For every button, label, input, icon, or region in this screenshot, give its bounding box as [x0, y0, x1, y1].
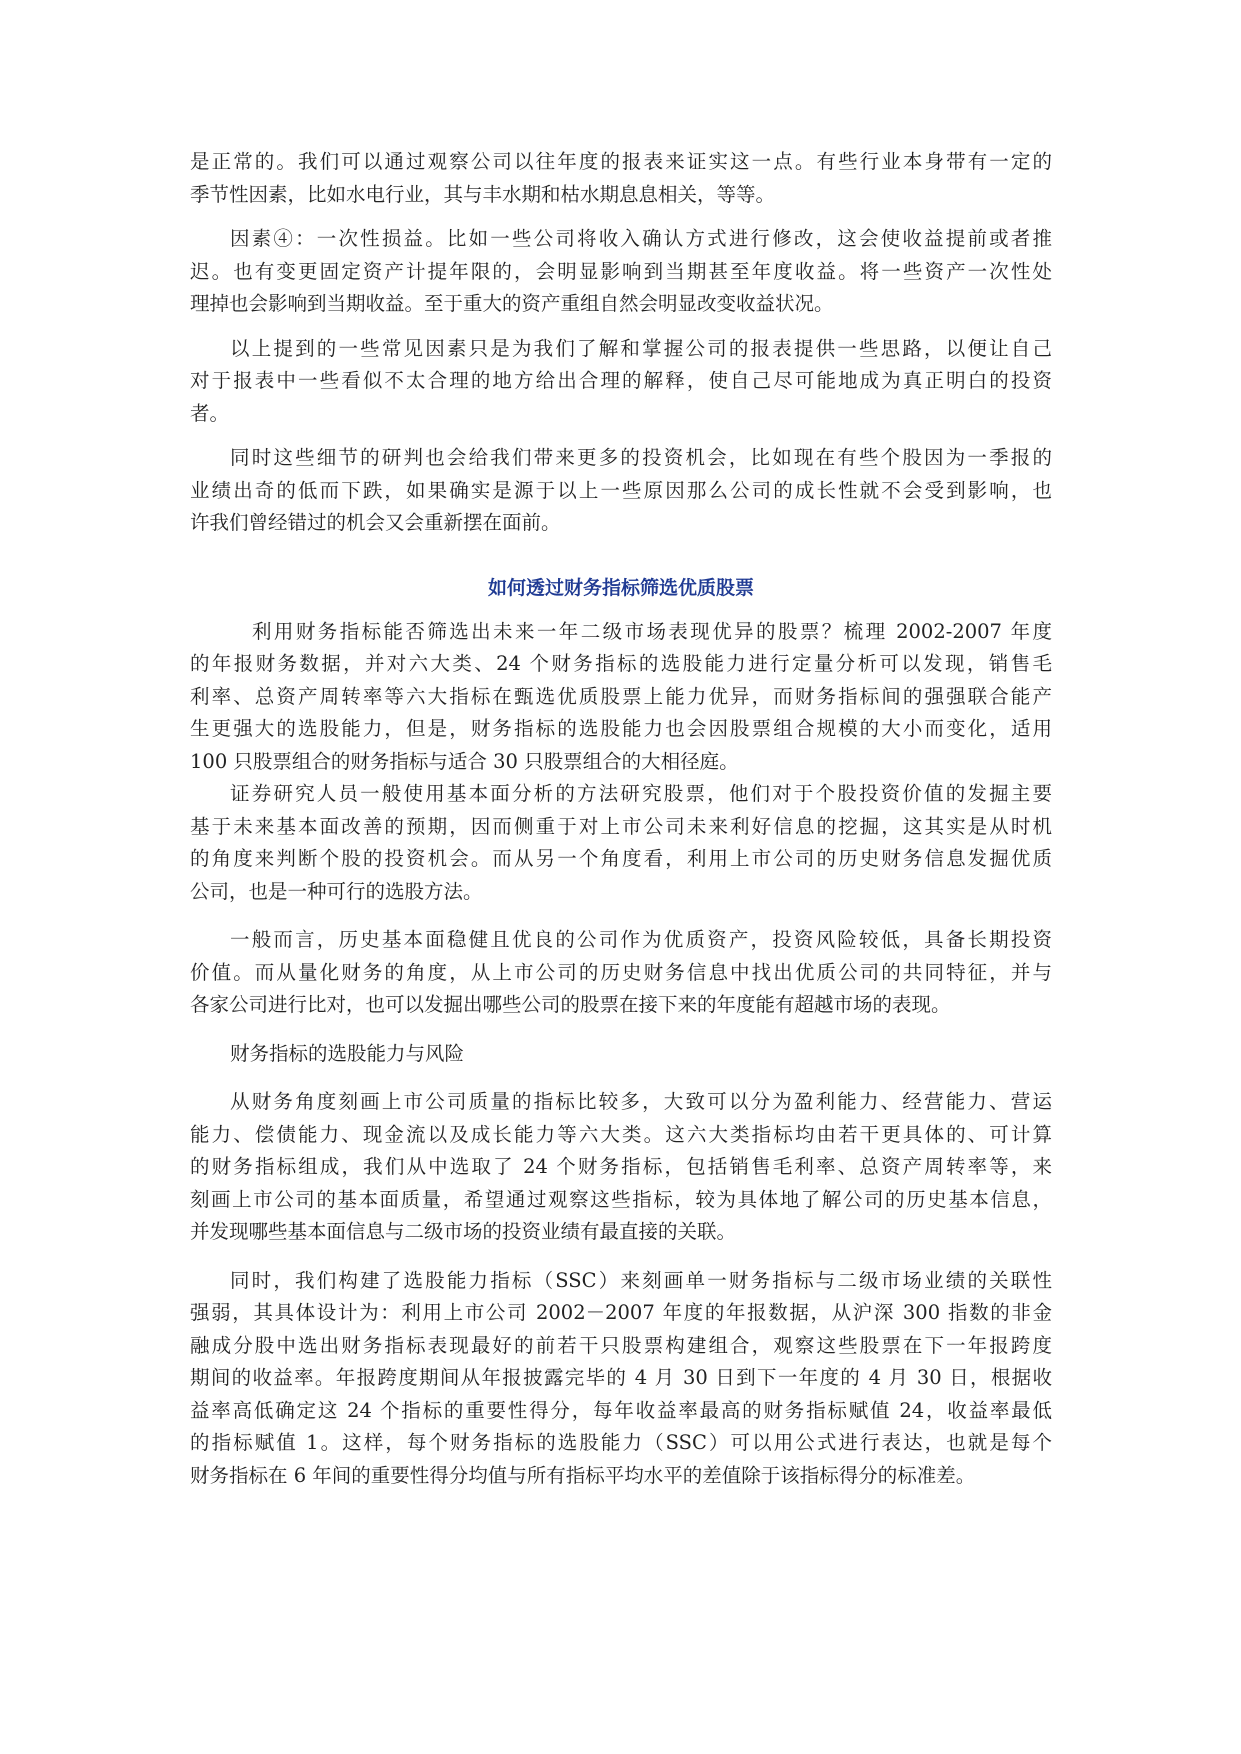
paragraph — [190, 333, 1052, 431]
text-line: 能力、偿债能力、现金流以及成长能力等六大类。这六大类指标均由若干更具体的、可计算 — [190, 1122, 1052, 1146]
subsection-title: 财务指标的选股能力与风险 — [230, 1041, 465, 1065]
text-line: 利用财务指标能否筛选出未来一年二级市场表现优异的股票？梳理 2002-2007 年度 — [252, 619, 1052, 643]
text-line: 一般而言，历史基本面稳健且优良的公司作为优质资产，投资风险较低，具备长期投资 — [230, 928, 1052, 951]
section-title: 如何透过财务指标筛选优质股票 — [487, 576, 754, 599]
text-line: 因素④：一次性损益。比如一些公司将收入确认方式进行修改，这会使收益提前或者推 — [230, 227, 1052, 250]
text-line: 是正常的。我们可以通过观察公司以往年度的报表来证实这一点。有些行业本身带有一定的 — [190, 150, 1052, 173]
text-line: 强弱，其具体设计为：利用上市公司 2002－2007 年度的年报数据，从沪深 300 指数的非金 — [190, 1301, 1052, 1324]
text-line: 理掉也会影响到当期收益。至于重大的资产重组自然会明显改变收益状况。 — [190, 292, 834, 315]
paragraph — [190, 924, 1052, 1022]
text-line: 益率高低确定这 24 个指标的重要性得分，每年收益率最高的财务指标赋值 24，收益率最低 — [190, 1398, 1052, 1422]
text-line: 100 只股票组合的财务指标与适合 30 只股票组合的大相径庭。 — [190, 749, 739, 773]
paragraph — [190, 616, 1052, 779]
paragraph — [190, 442, 1052, 540]
text-line: 许我们曾经错过的机会又会重新摆在面前。 — [190, 511, 561, 534]
paragraph — [190, 1265, 1052, 1493]
text-line: 期间的收益率。年报跨度期间从年报披露完毕的 4 月 30 日到下一年度的 4 月 30 日，根据收 — [190, 1366, 1052, 1389]
text-line: 迟。也有变更固定资产计提年限的，会明显影响到当期甚至年度收益。将一些资产一次性处 — [190, 259, 1052, 283]
text-line: 从财务角度刻画上市公司质量的指标比较多，大致可以分为盈利能力、经营能力、营运 — [230, 1090, 1052, 1113]
paragraph — [190, 146, 1052, 211]
text-line: 的角度来判断个股的投资机会。而从另一个角度看，利用上市公司的历史财务信息发掘优质 — [190, 847, 1052, 870]
text-line: 价值。而从量化财务的角度，从上市公司的历史财务信息中找出优质公司的共同特征，并与 — [190, 960, 1052, 984]
text-line: 证券研究人员一般使用基本面分析的方法研究股票，他们对于个股投资价值的发掘主要 — [230, 782, 1052, 805]
text-line: 并发现哪些基本面信息与二级市场的投资业绩有最直接的关联。 — [190, 1220, 737, 1243]
text-line: 各家公司进行比对，也可以发掘出哪些公司的股票在接下来的年度能有超越市场的表现。 — [190, 993, 951, 1016]
text-line: 财务指标在 6 年间的重要性得分均值与所有指标平均水平的差值除于该指标得分的标准差。 — [190, 1463, 976, 1487]
text-line: 以上提到的一些常见因素只是为我们了解和掌握公司的报表提供一些思路，以便让自己 — [230, 336, 1052, 360]
text-line: 生更强大的选股能力，但是，财务指标的选股能力也会因股票组合规模的大小而变化，适用 — [190, 717, 1052, 740]
text-line: 同时这些细节的研判也会给我们带来更多的投资机会，比如现在有些个股因为一季报的 — [230, 446, 1052, 469]
text-line: 融成分股中选出财务指标表现最好的前若干只股票构建组合，观察这些股票在下一年报跨度 — [190, 1333, 1052, 1357]
text-line: 同时，我们构建了选股能力指标（SSC）来刻画单一财务指标与二级市场业绩的关联性 — [230, 1268, 1052, 1292]
text-line: 季节性因素，比如水电行业，其与丰水期和枯水期息息相关，等等。 — [190, 182, 776, 206]
paragraph — [190, 1086, 1052, 1249]
text-line: 的财务指标组成，我们从中选取了 24 个财务指标，包括销售毛利率、总资产周转率等，来 — [190, 1155, 1052, 1178]
text-line: 者。 — [190, 401, 230, 425]
text-line: 公司，也是一种可行的选股方法。 — [190, 879, 483, 903]
paragraph — [190, 1038, 1052, 1071]
text-line: 利率、总资产周转率等六大指标在甄选优质股票上能力优异，而财务指标间的强强联合能产 — [190, 684, 1052, 708]
text-line: 刻画上市公司的基本面质量，希望通过观察这些指标，较为具体地了解公司的历史基本信息， — [190, 1187, 1052, 1211]
text-line: 基于未来基本面改善的预期，因而侧重于对上市公司未来利好信息的挖掘，这其实是从时机 — [190, 814, 1052, 838]
document-page — [190, 146, 1052, 1492]
text-line: 的年报财务数据，并对六大类、24 个财务指标的选股能力进行定量分析可以发现，销售毛 — [190, 652, 1052, 675]
text-line: 对于报表中一些看似不太合理的地方给出合理的解释，使自己尽可能地成为真正明白的投资 — [190, 369, 1052, 392]
paragraph — [190, 778, 1052, 908]
paragraph — [190, 223, 1052, 321]
text-line: 的指标赋值 1。这样，每个财务指标的选股能力（SSC）可以用公式进行表达，也就是每个 — [190, 1431, 1052, 1454]
text-line: 业绩出奇的低而下跌，如果确实是源于以上一些原因那么公司的成长性就不会受到影响，也 — [190, 478, 1052, 502]
